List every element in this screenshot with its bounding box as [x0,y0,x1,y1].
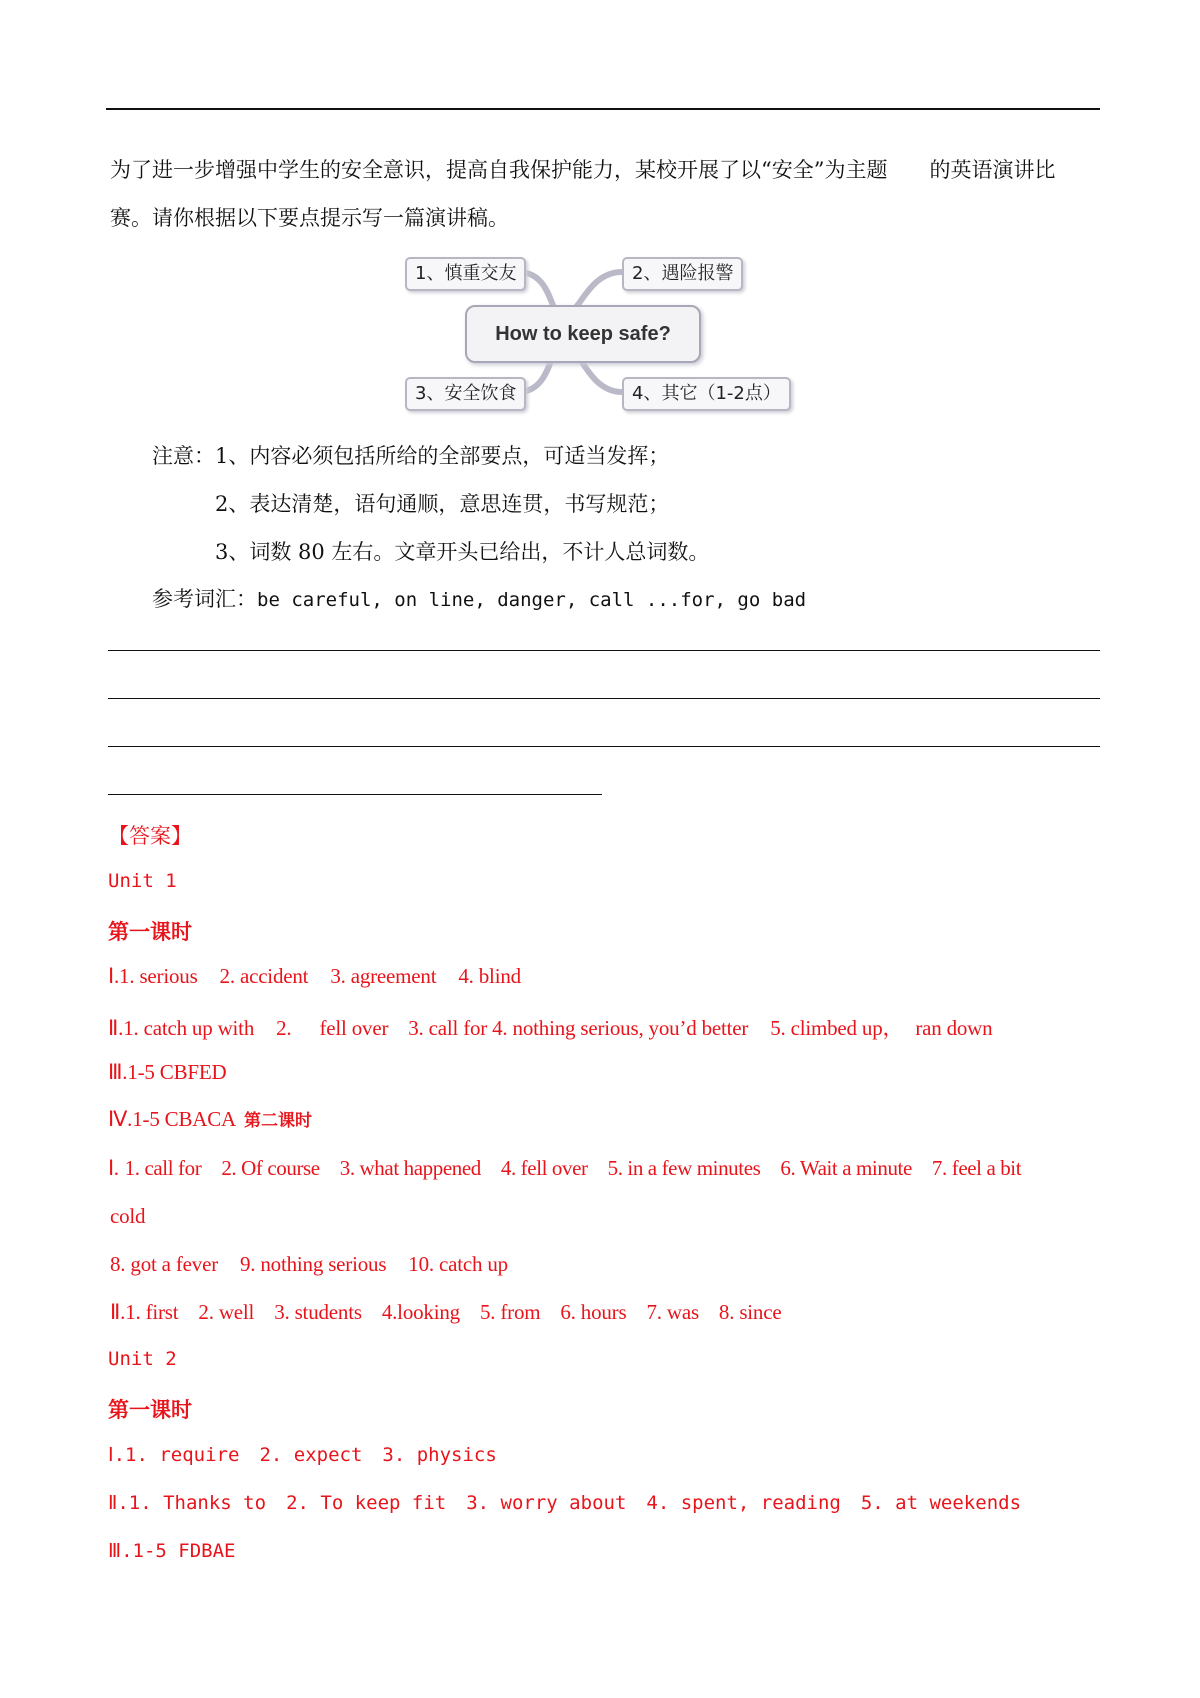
answer-item: 1. catch up with [123,1016,255,1040]
answer-item: 9. nothing serious [239,1252,387,1276]
answer-item: 4. spent, reading [646,1492,841,1514]
prompt-line-1 [110,154,1055,184]
prompt-line-2: 赛。请你根据以下要点提示写一篇演讲稿。 [110,206,509,230]
unit2-lesson1-part3: Ⅲ.1-5 FDBAE [108,1540,236,1562]
prompt-line-1b: 的英语演讲比 [929,158,1056,182]
answer-item: 1. call for [124,1156,202,1180]
roman-numeral: Ⅰ. [108,1156,119,1180]
answer-item: 3. what happened [339,1156,481,1180]
writing-line-3 [108,746,1100,747]
unit1-lesson1-part4 [108,1106,312,1132]
unit1-lesson1-title: 第一课时 [108,919,192,944]
answer-item: 3. worry about [466,1492,627,1514]
roman-numeral: Ⅱ. [108,1016,124,1040]
answer-item: 2. expect [259,1444,363,1466]
mind-map-node-other: 4、其它（1-2点） [622,377,791,411]
answer-item: 1. serious [119,964,198,988]
unit2-title: Unit 2 [108,1348,177,1370]
answer-item: 10. catch up [408,1252,508,1276]
unit1-lesson2-part1-cont [110,1252,508,1277]
vocab-label: 参考词汇： [152,587,257,611]
mind-map-node-food: 3、安全饮食 [405,377,526,411]
unit1-lesson1-part2 [108,1012,992,1042]
answer-item: 2. Of course [221,1156,320,1180]
vocab-words: be careful, on line, danger, call ...for, go bad [257,589,807,611]
roman-numeral: Ⅰ. [108,1444,126,1466]
note-1: 1、内容必须包括所给的全部要点，可适当发挥； [215,444,670,468]
roman-numeral: Ⅱ. [110,1300,126,1324]
answer-item: 8. since [718,1300,782,1324]
answer-item: fell over [319,1016,389,1040]
answer-item: 5. at weekends [860,1492,1022,1514]
answer-item: 2. [276,1016,292,1040]
mind-map-node-friends: 1、慎重交友 [405,257,526,291]
answer-item: 3. physics [382,1444,497,1466]
unit1-lesson1-part3: Ⅲ.1-5 CBFED [108,1060,227,1084]
prompt-line-1a: 为了进一步增强中学生的安全意识，提高自我保护能力，某校开展了以“安全”为主题 [110,158,888,182]
answers-heading: 【答案】 [108,824,192,848]
writing-line-4 [108,794,602,795]
answer-item: 8. got a fever [110,1252,218,1276]
answer-item: 6. Wait a minute [780,1156,912,1180]
unit1-lesson2-part1 [108,1156,1021,1181]
answer-item: 7. was [646,1300,699,1324]
unit1-lesson2-part1-wrap: cold [110,1204,146,1228]
answer-item: 7. feel a bit [931,1156,1022,1180]
answer-item: 1. Thanks to [128,1492,267,1514]
answer-item: 3. students [274,1300,362,1324]
unit1-title: Unit 1 [108,870,177,892]
roman-numeral: Ⅰ. [108,964,120,988]
answer-item: 3. agreement [330,964,437,988]
mind-map-center: How to keep safe? [465,305,701,363]
vocab-line [152,583,806,613]
roman-numeral: Ⅱ. [108,1492,129,1514]
answer-item: 1. require [125,1444,240,1466]
notes-line-1 [152,440,669,470]
unit2-lesson1-part2 [108,1492,1021,1514]
answer-item: 4.looking [381,1300,460,1324]
header-rule [106,108,1100,110]
writing-line-2 [108,698,1100,699]
answer-item: ran down [915,1016,993,1040]
unit1-lesson1-part1 [108,964,521,989]
answer-item: 3. call for 4. nothing serious, you’d better [408,1016,749,1040]
answer-item: 4. fell over [500,1156,588,1180]
unit1-lesson2-part2 [110,1300,781,1325]
answer-item: 1. first [125,1300,179,1324]
answer-item: 5. climbed up， [770,1016,904,1040]
answer-item: 6. hours [560,1300,627,1324]
answer-item: 5. from [479,1300,541,1324]
answer-item: 2. accident [219,964,309,988]
answer-item: 2. well [198,1300,255,1324]
unit1-lesson2-title: 第二课时 [244,1111,313,1131]
note-2: 2、表达清楚，语句通顺，意思连贯，书写规范； [215,492,670,516]
answer-item: 5. in a few minutes [607,1156,761,1180]
mind-map-node-alarm: 2、遇险报警 [622,257,743,291]
writing-line-1 [108,650,1100,651]
unit2-lesson1-title: 第一课时 [108,1397,192,1422]
unit2-lesson1-part1 [108,1444,497,1466]
mind-map [400,250,810,410]
answer-item: 2. To keep fit [286,1492,447,1514]
answer-item: 4. blind [458,964,521,988]
note-3: 3、词数 80 左右。文章开头已给出，不计人总词数。 [215,540,710,564]
notes-label: 注意： [152,444,215,468]
answer-line: Ⅳ.1-5 CBACA [108,1107,237,1131]
